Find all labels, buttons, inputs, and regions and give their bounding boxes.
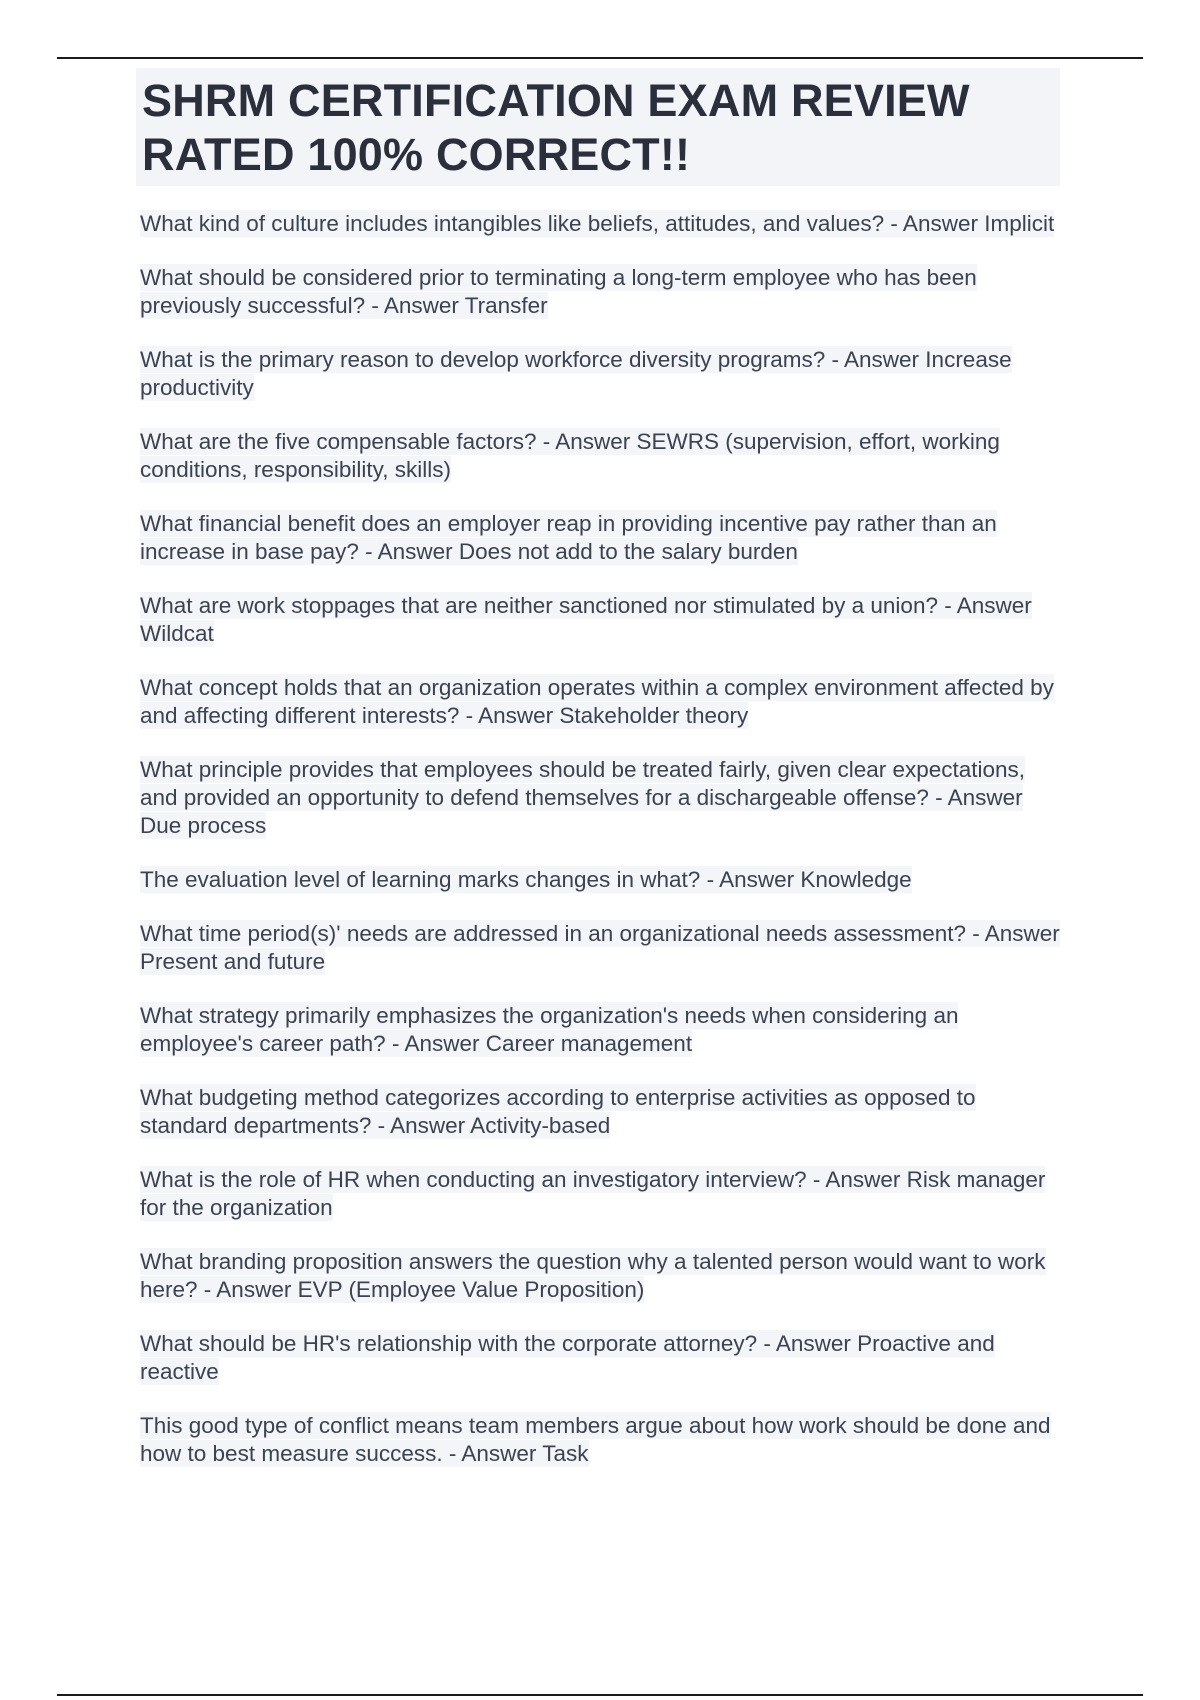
qa-item [140, 674, 1060, 730]
qa-text: What branding proposition answers the question why a talented person would want to work here? - Answer EVP (Employee Value Proposition) [140, 1249, 1046, 1302]
qa-text: What concept holds that an organization operates within a complex environment affected by and affecting different interests? - Answer Stakeholder theory [140, 675, 1054, 728]
qa-text: What financial benefit does an employer reap in providing incentive pay rather than an increase in base pay? - Answer Does not add to the salary burden [140, 511, 997, 564]
qa-text: What are work stoppages that are neither sanctioned nor stimulated by a union? - Answer Wildcat [140, 593, 1032, 646]
qa-item [140, 756, 1060, 840]
qa-text: What are the five compensable factors? - Answer SEWRS (supervision, effort, working conditions, responsibility, skills) [140, 429, 1000, 482]
qa-text: This good type of conflict means team members argue about how work should be done and how to best measure success. - Answer Task [140, 1413, 1051, 1466]
qa-text: What should be considered prior to terminating a long-term employee who has been previously successful? - Answer Transfer [140, 265, 977, 318]
qa-item [140, 1330, 1060, 1386]
title-block [136, 68, 1060, 186]
qa-item [140, 346, 1060, 402]
qa-text: What kind of culture includes intangibles like beliefs, attitudes, and values? - Answer Implicit [140, 211, 1055, 236]
qa-text: The evaluation level of learning marks changes in what? - Answer Knowledge [140, 867, 912, 892]
document-body [140, 68, 1060, 1494]
qa-item [140, 866, 1060, 894]
document-title: SHRM CERTIFICATION EXAM REVIEW RATED 100% CORRECT!! [142, 75, 970, 180]
qa-list [140, 210, 1060, 1468]
qa-item [140, 210, 1060, 238]
top-rule [57, 57, 1143, 59]
qa-item [140, 264, 1060, 320]
qa-text: What is the primary reason to develop workforce diversity programs? - Answer Increase productivity [140, 347, 1012, 400]
qa-text: What should be HR's relationship with the corporate attorney? - Answer Proactive and reactive [140, 1331, 995, 1384]
qa-text: What principle provides that employees should be treated fairly, given clear expectations, and provided an opportunity to defend themselves for a dischargeable offense? - Answer Due process [140, 757, 1026, 838]
qa-item [140, 510, 1060, 566]
qa-text: What budgeting method categorizes according to enterprise activities as opposed to standard departments? - Answer Activity-based [140, 1085, 976, 1138]
qa-item [140, 1084, 1060, 1140]
qa-item [140, 1412, 1060, 1468]
qa-item [140, 428, 1060, 484]
qa-item [140, 592, 1060, 648]
qa-text: What strategy primarily emphasizes the organization's needs when considering an employee's career path? - Answer Career management [140, 1003, 959, 1056]
qa-item [140, 1248, 1060, 1304]
qa-item [140, 1166, 1060, 1222]
qa-item [140, 920, 1060, 976]
qa-text: What time period(s)' needs are addressed in an organizational needs assessment? - Answer Present and future [140, 921, 1060, 974]
qa-item [140, 1002, 1060, 1058]
qa-text: What is the role of HR when conducting an investigatory interview? - Answer Risk manager for the organization [140, 1167, 1046, 1220]
bottom-rule [57, 1694, 1143, 1696]
